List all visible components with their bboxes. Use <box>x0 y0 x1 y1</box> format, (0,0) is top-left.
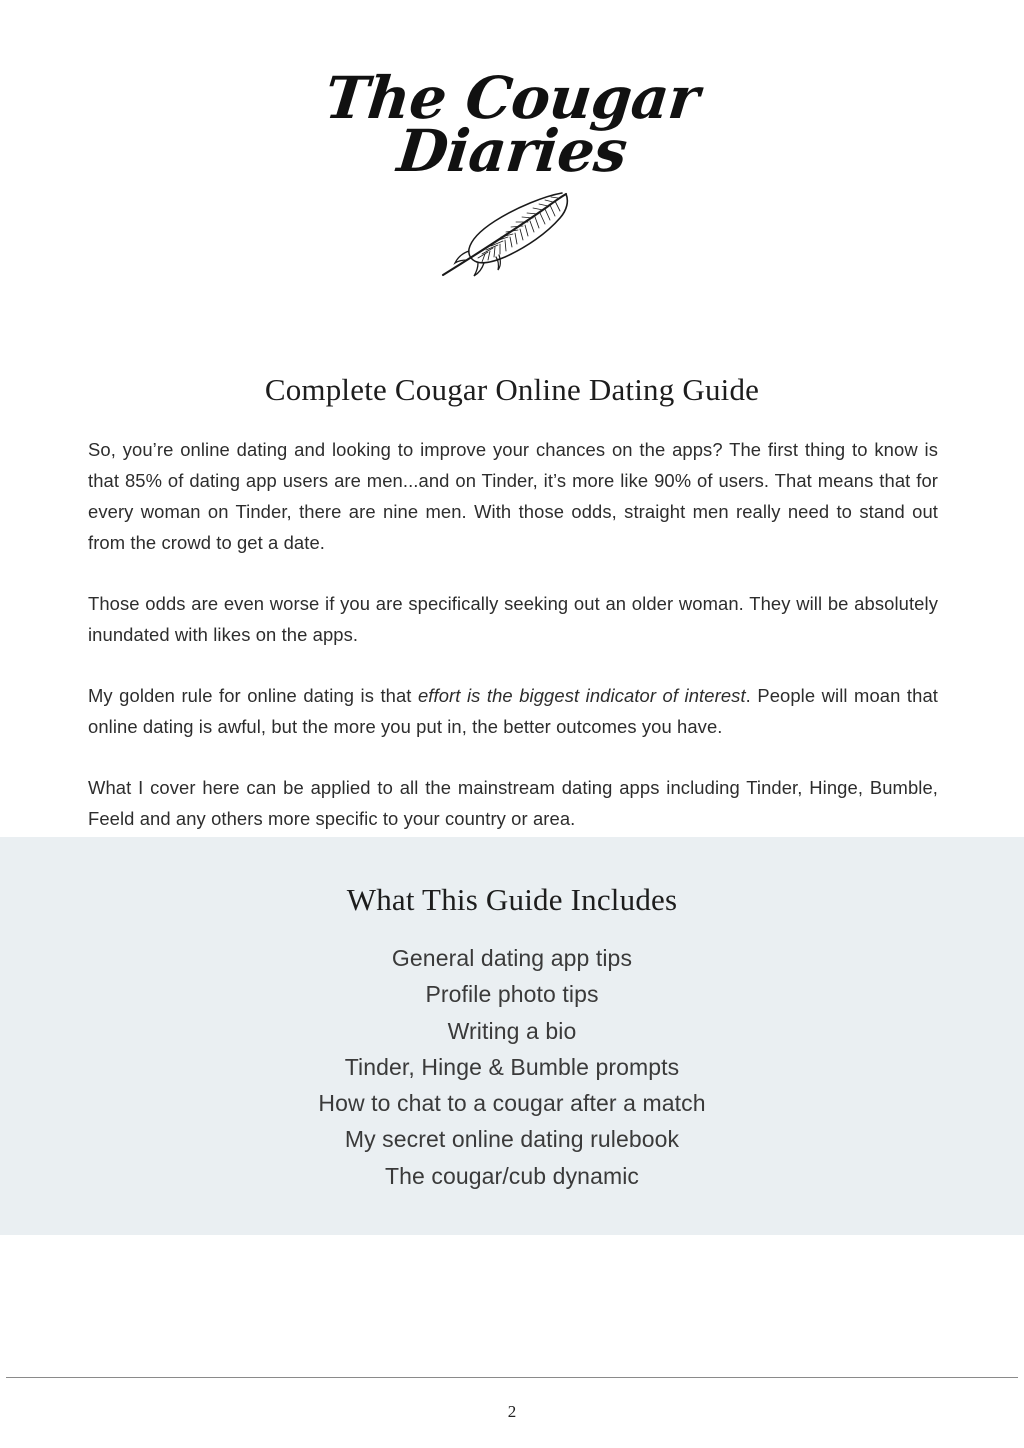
paragraph-3-lead: My golden rule for online dating is that <box>88 685 418 706</box>
brand-wordmark-line-2: Diaries <box>394 117 630 186</box>
brand-logo <box>0 64 1024 281</box>
paragraph-1: So, you’re online dating and looking to improve your chances on the apps? The first thing to know is that 85% of dating app users are men...and on Tinder, it’s more like 90% of users. That means that for every woman on Tinder, there are nine men. With those odds, straight men really need to stand out from the crowd to get a date. <box>88 439 938 553</box>
page-number: 2 <box>507 1402 517 1421</box>
guide-includes-section <box>0 837 1024 1235</box>
feather-quill-icon <box>0 185 1024 281</box>
guide-includes-list <box>0 918 1024 1194</box>
footer-divider <box>6 1377 1018 1378</box>
intro-body-copy <box>88 434 938 834</box>
paragraph-4: What I cover here can be applied to all the mainstream dating apps including Tinder, Hinge, Bumble, Feeld and any others more specific to your country or area. <box>88 777 938 829</box>
list-item: Writing a bio <box>447 1017 577 1044</box>
paragraph-2: Those odds are even worse if you are specifically seeking out an older woman. They will be absolutely inundated with likes on the apps. <box>88 593 938 645</box>
list-item: Profile photo tips <box>425 981 599 1008</box>
guide-includes-title: What This Guide Includes <box>346 882 678 917</box>
brand-wordmark-line-1: The Cougar <box>321 64 703 132</box>
paragraph-3 <box>88 680 938 742</box>
page-title: Complete Cougar Online Dating Guide <box>264 372 760 407</box>
list-item: My secret online dating rulebook <box>344 1126 680 1153</box>
list-item: General dating app tips <box>391 945 633 971</box>
list-item: How to chat to a cougar after a match <box>318 1090 706 1117</box>
paragraph-3-tail: . People will moan that online dating is awful, but the more you put in, the better outcomes you have. <box>88 685 938 737</box>
brand-wordmark <box>0 64 1024 186</box>
paragraph-3-emphasis: effort is the biggest indicator of interest <box>417 685 746 706</box>
list-item: The cougar/cub dynamic <box>384 1162 640 1189</box>
list-item: Tinder, Hinge & Bumble prompts <box>344 1053 680 1080</box>
